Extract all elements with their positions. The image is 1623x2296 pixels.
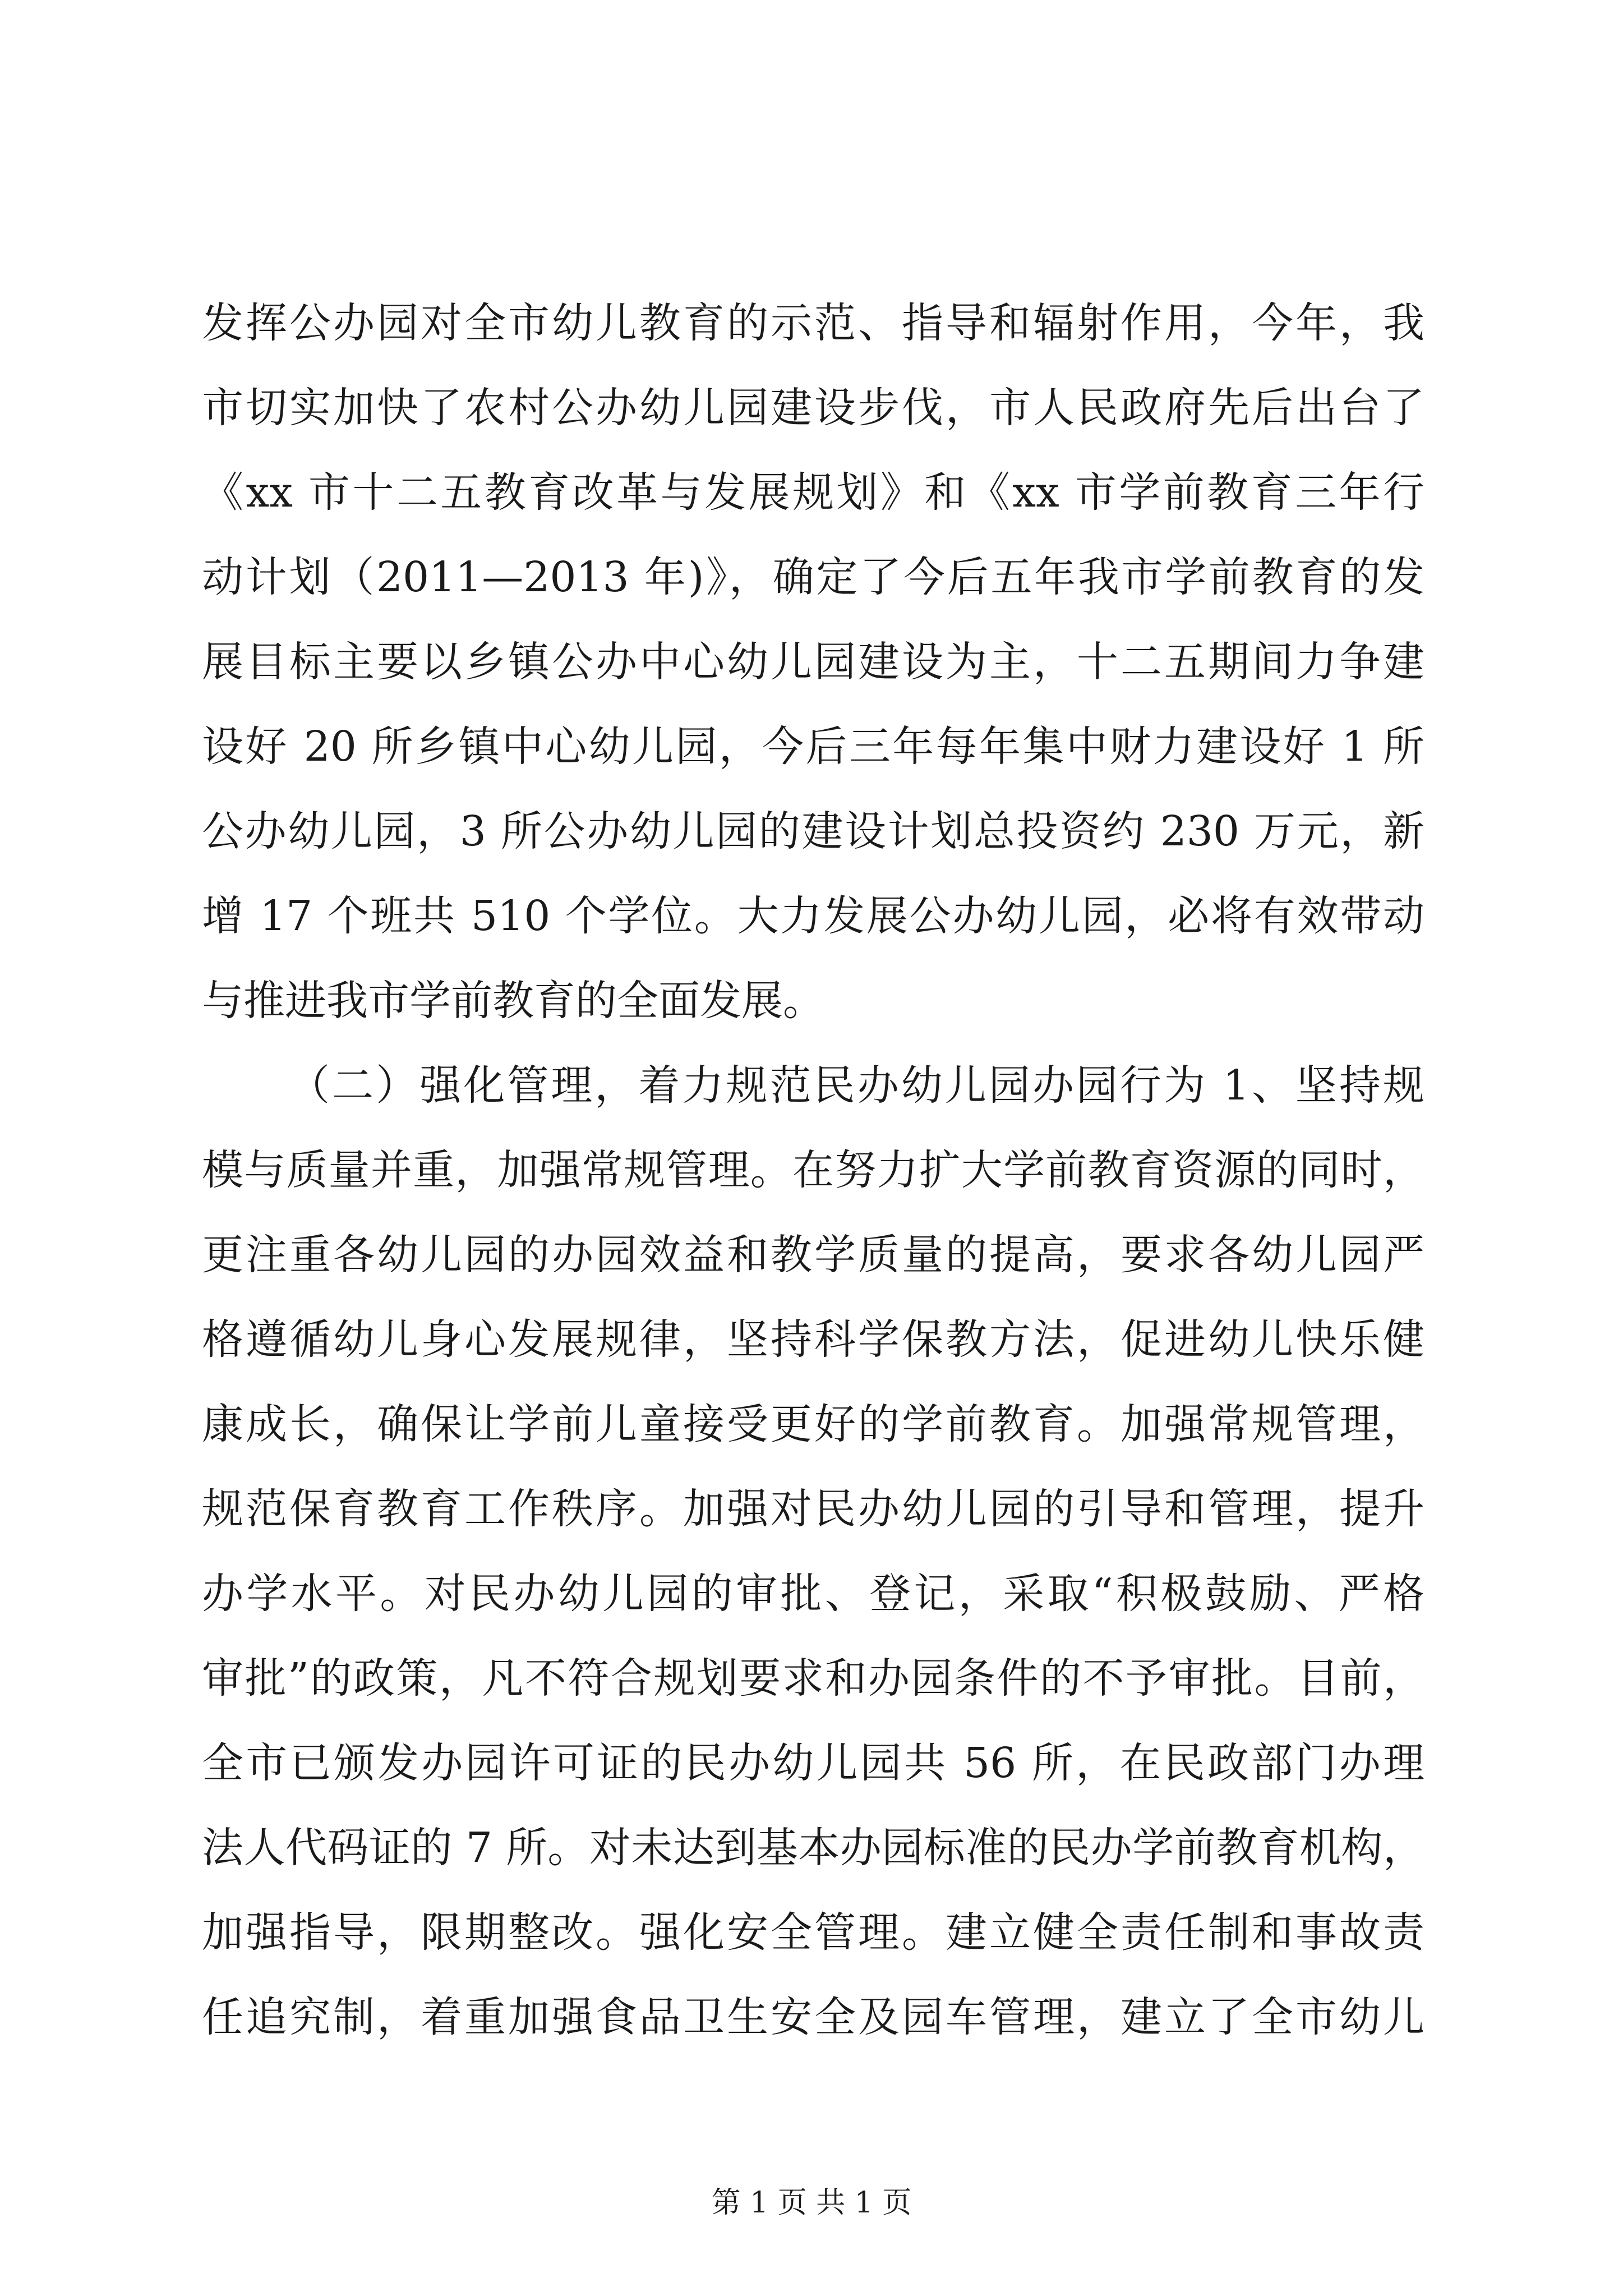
text-line: 审批”的政策，凡不符合规划要求和办园条件的不予审批。目前，	[202, 1654, 1424, 1703]
text-line: 任追究制，着重加强食品卫生安全及园车管理，建立了全市幼儿	[202, 1993, 1424, 2041]
paragraph-2	[202, 1059, 1424, 2075]
text-line: 与推进我市学前教育的全面发展。	[202, 977, 824, 1025]
text-line: 设好 20 所乡镇中心幼儿园，今后三年每年集中财力建设好 1 所	[202, 723, 1424, 771]
page-footer: 第 1 页 共 1 页	[711, 2186, 912, 2220]
text-line: 发挥公办园对全市幼儿教育的示范、指导和辐射作用，今年，我	[202, 299, 1424, 347]
text-line: 市切实加快了农村公办幼儿园建设步伐，市人民政府先后出台了	[202, 384, 1424, 432]
text-line: 办学水平。对民办幼儿园的审批、登记，采取“积极鼓励、严格	[202, 1570, 1424, 1618]
body-text	[202, 296, 1424, 2075]
text-line: 公办幼儿园，3 所公办幼儿园的建设计划总投资约 230 万元，新	[202, 807, 1424, 855]
text-line: 更注重各幼儿园的办园效益和教学质量的提高，要求各幼儿园严	[202, 1231, 1424, 1279]
text-line: （二）强化管理，着力规范民办幼儿园办园行为 1、坚持规	[288, 1061, 1424, 1110]
text-line: 加强指导，限期整改。强化安全管理。建立健全责任制和事故责	[202, 1908, 1424, 1957]
text-line: 格遵循幼儿身心发展规律，坚持科学保教方法，促进幼儿快乐健	[202, 1315, 1424, 1364]
text-line: 康成长，确保让学前儿童接受更好的学前教育。加强常规管理，	[202, 1400, 1424, 1448]
text-line: 规范保育教育工作秩序。加强对民办幼儿园的引导和管理，提升	[202, 1485, 1424, 1533]
text-line: 全市已颁发办园许可证的民办幼儿园共 56 所，在民政部门办理	[202, 1739, 1424, 1787]
paragraph-1	[202, 296, 1424, 1059]
text-line: 法人代码证的 7 所。对未达到基本办园标准的民办学前教育机构，	[202, 1824, 1424, 1872]
text-line: 模与质量并重，加强常规管理。在努力扩大学前教育资源的同时，	[202, 1146, 1424, 1194]
text-line: 展目标主要以乡镇公办中心幼儿园建设为主，十二五期间力争建	[202, 638, 1424, 686]
text-line: 动计划（2011—2013 年)》，确定了今后五年我市学前教育的发	[202, 553, 1424, 601]
text-line: 增 17 个班共 510 个学位。大力发展公办幼儿园，必将有效带动	[202, 892, 1424, 940]
text-line: 《xx 市十二五教育改革与发展规划》和《xx 市学前教育三年行	[202, 468, 1424, 517]
